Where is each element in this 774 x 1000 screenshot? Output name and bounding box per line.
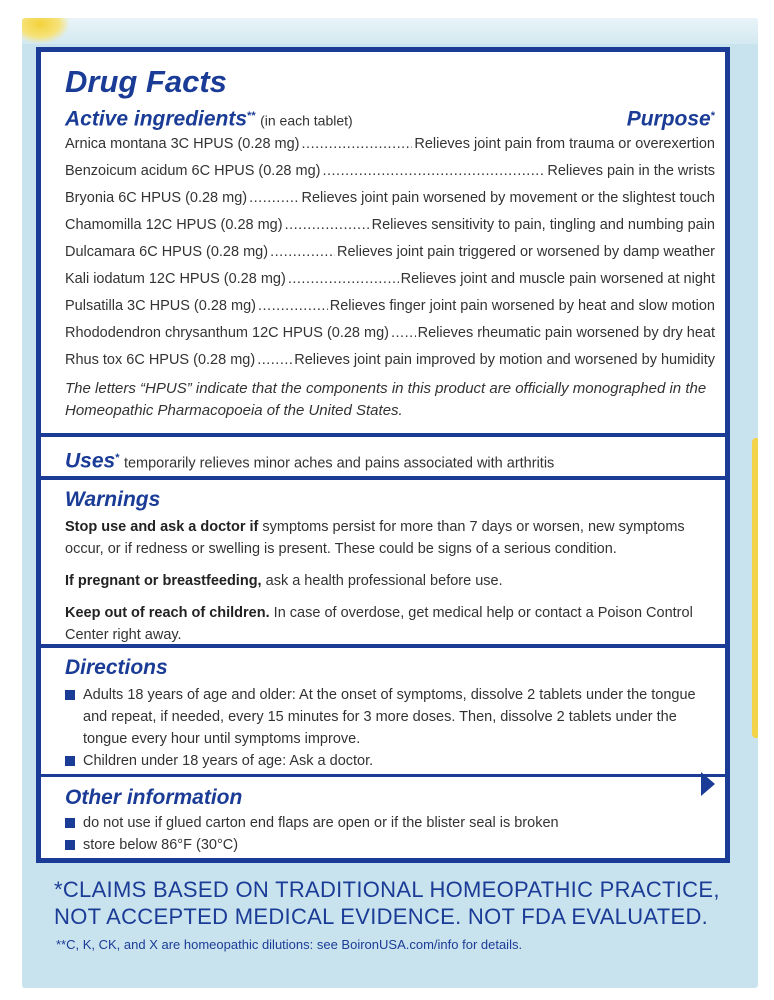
uses-label: Uses: [65, 449, 116, 473]
uses-sup: *: [115, 452, 120, 464]
ingredient-row: [65, 320, 715, 347]
ingredient-name: Rhododendron chrysanthum 12C HPUS (0.28 mg): [65, 325, 389, 342]
ingredient-name: Arnica montana 3C HPUS (0.28 mg): [65, 136, 300, 153]
directions-item: [65, 750, 715, 772]
ingredient-purpose: Relieves joint and muscle pain worsened at night: [400, 271, 715, 288]
stop-use-bold: Stop use and ask a doctor if: [65, 519, 259, 535]
ingredient-purpose: Relieves rheumatic pain worsened by dry heat: [417, 325, 715, 342]
warnings-label: Warnings: [65, 488, 161, 511]
stop-use-text: symptoms persist for more than 7 days or worsen, new symptoms occur, or if redness or swelling is present. These could be signs of a serious condition.: [65, 519, 685, 557]
active-ingredients-sup: **: [247, 110, 256, 122]
dot-leader: [285, 212, 370, 239]
pregnant-warning: [65, 570, 715, 592]
drug-facts-title: Drug Facts: [65, 64, 227, 99]
ingredient-name: Dulcamara 6C HPUS (0.28 mg): [65, 244, 269, 261]
ingredient-purpose: Relieves joint pain triggered or worsened by damp weather: [336, 244, 715, 261]
ingredient-purpose: Relieves joint pain improved by motion and worsened by humidity: [294, 352, 715, 369]
dot-leader: [257, 347, 292, 374]
uses-text: temporarily relieves minor aches and pains associated with arthritis: [123, 455, 555, 472]
keep-out-warning: [65, 602, 715, 646]
dot-leader: [249, 185, 299, 212]
dot-leader: [288, 266, 399, 293]
drug-facts-panel: [36, 47, 730, 863]
ingredient-row: [65, 266, 715, 293]
ingredient-name: Benzoicum acidum 6C HPUS (0.28 mg): [65, 163, 321, 180]
ingredient-name: Bryonia 6C HPUS (0.28 mg): [65, 190, 248, 207]
hpus-note: The letters “HPUS” indicate that the components in this product are officially monographed in the Homeopathic Pharmacopoeia of the United States.: [65, 380, 707, 420]
ingredient-purpose: Relieves pain in the wrists: [547, 163, 715, 180]
bullet-square-icon: [65, 818, 75, 828]
divider: [41, 774, 725, 777]
ingredient-row: [65, 185, 715, 212]
flower-graphic: [22, 18, 70, 44]
active-ingredients-section: [41, 64, 725, 422]
active-ingredients-label: Active ingredients: [65, 107, 248, 131]
ingredient-name: Pulsatilla 3C HPUS (0.28 mg): [65, 298, 256, 315]
dot-leader: [270, 239, 335, 266]
active-ingredients-header: [65, 104, 715, 131]
ingredient-purpose: Relieves joint pain from trauma or overexertion: [414, 136, 715, 153]
dot-leader: [302, 131, 413, 158]
directions-item: [65, 684, 715, 750]
ingredient-purpose: Relieves finger joint pain worsened by heat and slow motion: [329, 298, 715, 315]
directions-label: Directions: [65, 656, 168, 679]
divider: [41, 644, 725, 648]
purpose-label: Purpose: [626, 107, 711, 131]
ingredient-row: [65, 158, 715, 185]
other-info-section: [41, 786, 725, 856]
ingredient-row: [65, 239, 715, 266]
keep-out-bold: Keep out of reach of children.: [65, 605, 270, 621]
active-ingredients-note: (in each tablet): [260, 112, 353, 129]
bullet-square-icon: [65, 756, 75, 766]
keep-out-text: In case of overdose, get medical help or contact a Poison Control Center right away.: [65, 605, 693, 643]
ingredient-name: Kali iodatum 12C HPUS (0.28 mg): [65, 271, 286, 288]
directions-item-text: Adults 18 years of age and older: At the onset of symptoms, dissolve 2 tablets under the tongue and repeat, if needed, every 15 minutes for 3 more doses. Then, dissolve 2 tablets under the tongue every hour until symptoms improve.: [83, 687, 696, 747]
claims-disclaimer: *CLAIMS BASED ON TRADITIONAL HOMEOPATHIC PRACTICE, NOT ACCEPTED MEDICAL EVIDENCE. NOT FDA EVALUATED.: [54, 877, 720, 929]
ingredient-row: [65, 212, 715, 239]
bullet-square-icon: [65, 690, 75, 700]
dot-leader: [391, 320, 416, 347]
other-info-label: Other information: [65, 786, 243, 809]
divider: [41, 433, 725, 437]
pregnant-bold: If pregnant or breastfeeding,: [65, 573, 262, 589]
ingredient-row: [65, 347, 715, 374]
continue-arrow-icon: [701, 772, 715, 796]
other-info-item: [65, 812, 715, 834]
ingredient-name: Chamomilla 12C HPUS (0.28 mg): [65, 217, 283, 234]
bullet-square-icon: [65, 840, 75, 850]
ingredient-row: [65, 131, 715, 158]
ingredient-purpose: Relieves joint pain worsened by movement or the slightest touch: [301, 190, 715, 207]
ingredient-purpose: Relieves sensitivity to pain, tingling and numbing pain: [371, 217, 715, 234]
ingredient-row: [65, 293, 715, 320]
dot-leader: [258, 293, 328, 320]
warnings-section: [41, 488, 725, 646]
side-flap: [752, 438, 758, 738]
directions-item-text: Children under 18 years of age: Ask a doctor.: [83, 753, 374, 769]
ingredients-list: [65, 131, 715, 374]
directions-section: [41, 656, 725, 772]
pregnant-text: ask a health professional before use.: [265, 573, 503, 589]
other-info-item: [65, 834, 715, 856]
other-info-item-text: store below 86°F (30°C): [83, 837, 239, 853]
other-info-item-text: do not use if glued carton end flaps are open or if the blister seal is broken: [83, 815, 559, 831]
purpose-sup: *: [710, 110, 715, 122]
stop-use-warning: [65, 516, 715, 560]
divider: [41, 476, 725, 480]
dot-leader: [322, 158, 545, 185]
dilution-footnote: **C, K, CK, and X are homeopathic dilutions: see BoironUSA.com/info for details.: [56, 937, 523, 952]
ingredient-name: Rhus tox 6C HPUS (0.28 mg): [65, 352, 256, 369]
carton-top-strip: [22, 18, 758, 44]
uses-section: [41, 446, 725, 474]
